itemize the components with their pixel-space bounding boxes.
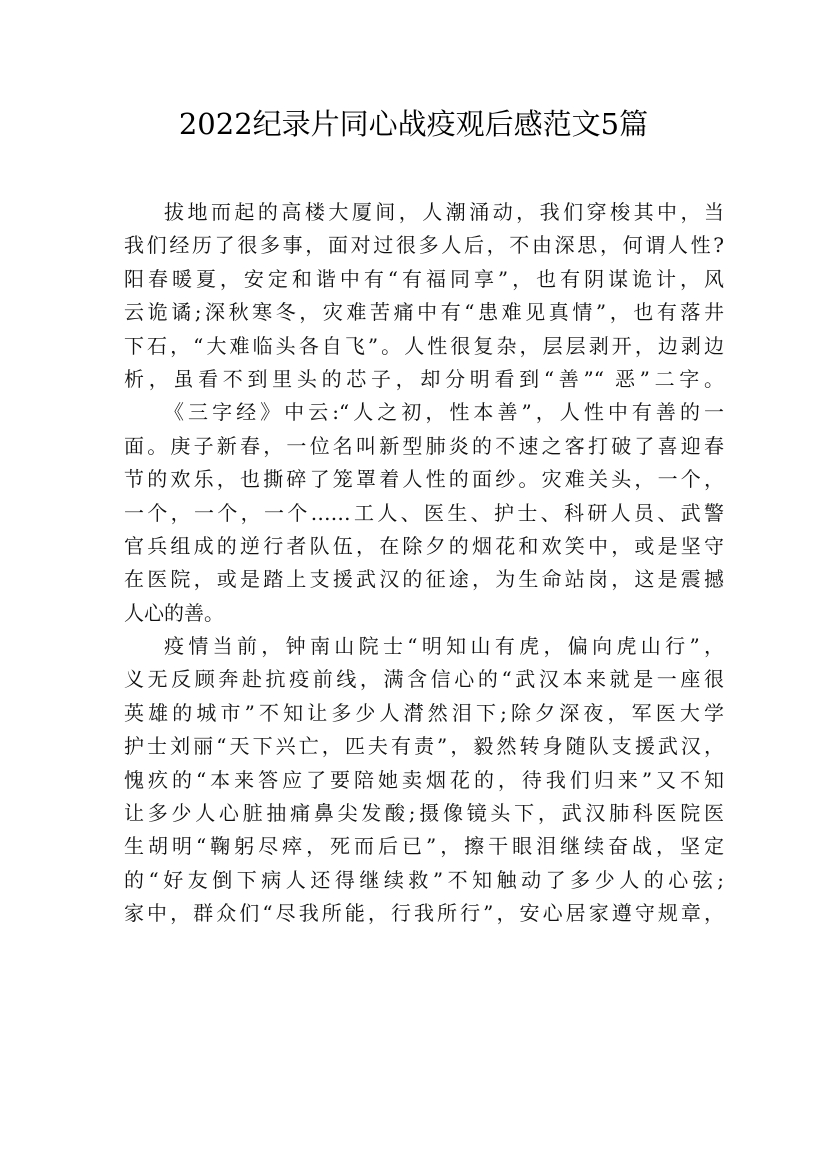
text-line: 家中，群众们“尽我所能，行我所行”，安心居家遵守规章， — [124, 901, 724, 926]
text-line: 义无反顾奔赴抗疫前线，满含信心的“武汉本来就是一座很 — [124, 667, 724, 692]
text-line: 拔地而起的高楼大厦间，人潮涌动，我们穿梭其中，当 — [164, 200, 724, 224]
text-line: 面。庚子新春，一位名叫新型肺炎的不速之客打破了喜迎春 — [124, 433, 724, 458]
text-line: 的“好友倒下病人还得继续救”不知触动了多少人的心弦; — [124, 867, 724, 892]
text-line: 护士刘丽“天下兴亡，匹夫有责”，毅然转身随队支援武汉， — [124, 734, 724, 759]
text-line: 官兵组成的逆行者队伍，在除夕的烟花和欢笑中，或是坚守 — [124, 533, 724, 558]
text-line: 一个，一个，一个……工人、医生、护士、科研人员、武警 — [124, 500, 724, 525]
text-line: 析，虽看不到里头的芯子，却分明看到“善”“ 恶”二字。 — [124, 366, 724, 391]
text-line: 云诡谲;深秋寒冬，灾难苦痛中有“患难见真情”，也有落井 — [124, 300, 724, 325]
text-line: 节的欢乐，也撕碎了笼罩着人性的面纱。灾难关头，一个， — [124, 467, 724, 492]
text-line: 生胡明“鞠躬尽瘁，死而后已”，擦干眼泪继续奋战，坚定 — [124, 834, 724, 859]
text-line: 愧疚的“本来答应了要陪她卖烟花的，待我们归来”又不知 — [124, 767, 724, 792]
text-line: 《三字经》中云:“人之初，性本善”，人性中有善的一 — [164, 400, 724, 425]
text-line: 疫情当前，钟南山院士“明知山有虎，偏向虎山行”， — [164, 634, 724, 659]
document-title: 2022纪录片同心战疫观后感范文5篇 — [178, 107, 649, 141]
text-line: 英雄的城市”不知让多少人潸然泪下;除夕深夜，军医大学 — [124, 700, 724, 725]
text-line: 让多少人心脏抽痛鼻尖发酸;摄像镜头下，武汉肺科医院医 — [124, 801, 724, 826]
text-line: 阳春暖夏，安定和谐中有“有福同享”，也有阴谋诡计，风 — [124, 266, 724, 291]
text-line: 我们经历了很多事，面对过很多人后，不由深思，何谓人性? — [124, 233, 724, 258]
document-body — [124, 196, 724, 931]
text-line: 在医院，或是踏上支援武汉的征途，为生命站岗，这是震撼 — [124, 567, 724, 592]
text-line: 人心的善。 — [124, 600, 224, 625]
text-line: 下石，“大难临头各自飞”。人性很复杂，层层剥开，边剥边 — [124, 333, 724, 358]
